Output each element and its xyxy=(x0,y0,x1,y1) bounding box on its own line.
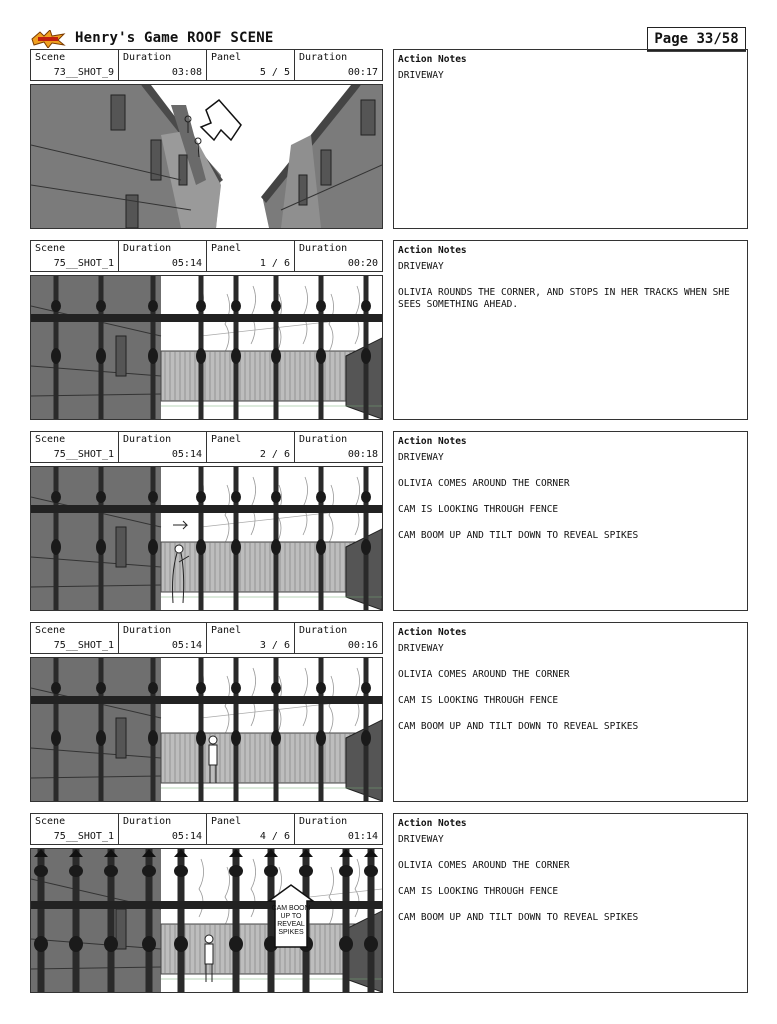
duration-label: Duration xyxy=(123,816,172,827)
panel-duration-value: 00:18 xyxy=(347,449,378,460)
game-logo-icon xyxy=(30,30,66,48)
panel-drawing xyxy=(30,657,383,802)
duration-label: Duration xyxy=(299,625,348,636)
location-text: DRIVEWAY xyxy=(398,261,444,272)
scene-value: 75__SHOT_1 xyxy=(53,258,114,269)
panel-header xyxy=(30,813,383,845)
panel-number-value: 1 / 6 xyxy=(259,258,290,269)
panel-label: Panel xyxy=(211,434,242,445)
action-notes-label: Action Notes xyxy=(398,818,467,829)
note-line: OLIVIA COMES AROUND THE CORNER xyxy=(398,669,570,680)
panel-number-value: 3 / 6 xyxy=(259,640,290,651)
shot-duration-value: 05:14 xyxy=(171,831,202,842)
scene-value: 75__SHOT_1 xyxy=(53,831,114,842)
panel-drawing xyxy=(30,84,383,229)
panel-duration-value: 01:14 xyxy=(347,831,378,842)
shot-duration-value: 03:08 xyxy=(171,67,202,78)
panel-header xyxy=(30,622,383,654)
scene-label: Scene xyxy=(35,625,66,636)
note-line: CAM BOOM UP AND TILT DOWN TO REVEAL SPIKES xyxy=(398,530,639,541)
action-notes-label: Action Notes xyxy=(398,54,467,65)
duration-label: Duration xyxy=(299,52,348,63)
duration-label: Duration xyxy=(299,816,348,827)
panel-number-value: 2 / 6 xyxy=(259,449,290,460)
location-text: DRIVEWAY xyxy=(398,70,444,81)
panel-duration-value: 00:20 xyxy=(347,258,378,269)
panel-drawing xyxy=(30,275,383,420)
action-notes-label: Action Notes xyxy=(398,436,467,447)
location-text: DRIVEWAY xyxy=(398,834,444,845)
panel-header xyxy=(30,240,383,272)
shot-duration-value: 05:14 xyxy=(171,258,202,269)
duration-label: Duration xyxy=(299,243,348,254)
duration-label: Duration xyxy=(123,625,172,636)
duration-label: Duration xyxy=(123,434,172,445)
note-line: CAM IS LOOKING THROUGH FENCE xyxy=(398,695,559,706)
panel-label: Panel xyxy=(211,816,242,827)
panel-header xyxy=(30,49,383,81)
action-notes xyxy=(393,622,748,802)
action-notes xyxy=(393,49,748,229)
scene-label: Scene xyxy=(35,243,66,254)
scene-value: 75__SHOT_1 xyxy=(53,449,114,460)
shot-duration-value: 05:14 xyxy=(171,449,202,460)
location-text: DRIVEWAY xyxy=(398,643,444,654)
note-line: OLIVIA COMES AROUND THE CORNER xyxy=(398,860,570,871)
panel-drawing xyxy=(30,848,383,993)
camera-caption: CAM BOOM UP TO REVEAL SPIKES xyxy=(271,905,311,936)
page-number: Page 33/58 xyxy=(647,27,746,51)
panel-number-value: 5 / 5 xyxy=(259,67,290,78)
panel-duration-value: 00:16 xyxy=(347,640,378,651)
duration-label: Duration xyxy=(123,52,172,63)
action-notes xyxy=(393,240,748,420)
panel-header xyxy=(30,431,383,463)
scene-value: 75__SHOT_1 xyxy=(53,640,114,651)
duration-label: Duration xyxy=(299,434,348,445)
scene-label: Scene xyxy=(35,434,66,445)
document-title: Henry's Game ROOF SCENE xyxy=(75,30,274,46)
note-line: OLIVIA COMES AROUND THE CORNER xyxy=(398,478,570,489)
note-line: CAM IS LOOKING THROUGH FENCE xyxy=(398,886,559,897)
note-line: CAM BOOM UP AND TILT DOWN TO REVEAL SPIKES xyxy=(398,721,639,732)
panel-drawing xyxy=(30,466,383,611)
action-notes-label: Action Notes xyxy=(398,627,467,638)
note-line: OLIVIA ROUNDS THE CORNER, AND STOPS IN HER TRACKS WHEN SHE SEES SOMETHING AHEAD. xyxy=(398,287,730,310)
scene-label: Scene xyxy=(35,52,66,63)
panel-label: Panel xyxy=(211,625,242,636)
panel-label: Panel xyxy=(211,52,242,63)
action-notes xyxy=(393,813,748,993)
scene-label: Scene xyxy=(35,816,66,827)
action-notes xyxy=(393,431,748,611)
note-line: CAM IS LOOKING THROUGH FENCE xyxy=(398,504,559,515)
note-line: CAM BOOM UP AND TILT DOWN TO REVEAL SPIKES xyxy=(398,912,639,923)
panel-number-value: 4 / 6 xyxy=(259,831,290,842)
duration-label: Duration xyxy=(123,243,172,254)
action-notes-label: Action Notes xyxy=(398,245,467,256)
location-text: DRIVEWAY xyxy=(398,452,444,463)
panel-label: Panel xyxy=(211,243,242,254)
shot-duration-value: 05:14 xyxy=(171,640,202,651)
panel-duration-value: 00:17 xyxy=(347,67,378,78)
scene-value: 73__SHOT_9 xyxy=(53,67,114,78)
